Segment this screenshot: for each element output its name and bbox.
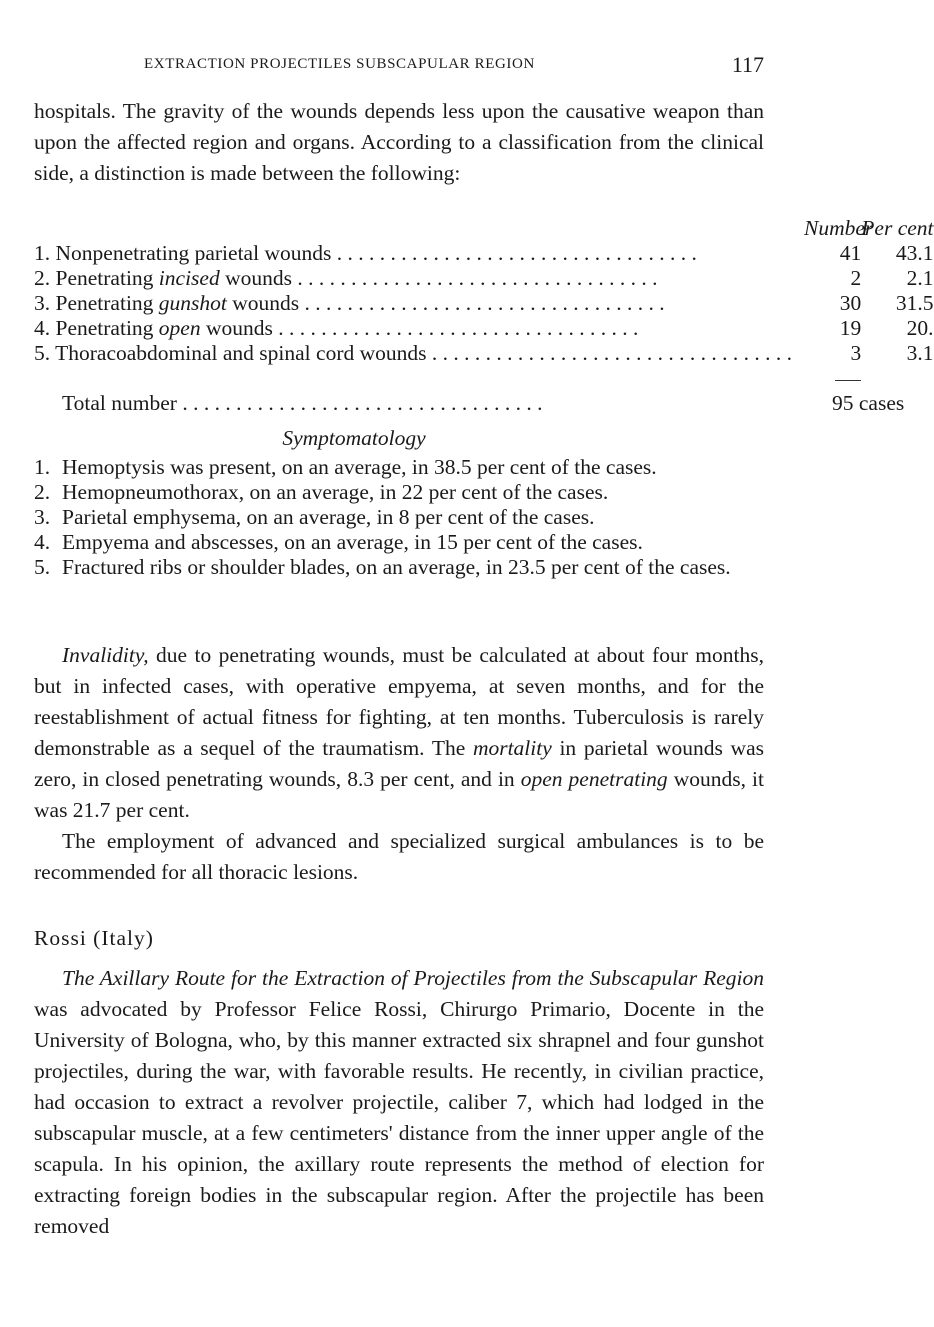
running-title: EXTRACTION PROJECTILES SUBSCAPULAR REGION xyxy=(144,56,535,72)
row-percent: 20. xyxy=(906,316,934,340)
symptom-list xyxy=(34,455,764,580)
row-percent: 43.1 xyxy=(895,241,934,265)
intro-paragraph: hospitals. The gravity of the wounds depends less upon the causative weapon than upon the affected region and organs. According to a classification from the clinical side, a distinction is made between the following: xyxy=(34,99,764,185)
table-row: 2. Penetrating incised wounds . . . 2 2.1 xyxy=(34,266,934,291)
list-item: 3. Parietal emphysema, on an average, in 8 per cent of the cases. xyxy=(34,505,595,529)
row-number: 3 xyxy=(850,341,862,365)
table-row: 5. Thoracoabdominal and spinal cord wounds . . . 3 3.1 xyxy=(34,341,934,366)
table-row: 1. Nonpenetrating parietal wounds . . . 41 43.1 xyxy=(34,241,934,266)
page-number: 117 xyxy=(731,52,764,77)
symptomatology-heading: Symptomatology xyxy=(282,426,426,450)
list-item: 2. Hemopneumothorax, on an average, in 22 per cent of the cases. xyxy=(34,480,609,504)
list-item: 1. Hemoptysis was present, on an average, in 38.5 per cent of the cases. xyxy=(34,455,657,479)
row-percent: 2.1 xyxy=(906,266,934,290)
total-row xyxy=(34,391,934,416)
table-row: 4. Penetrating open wounds . . . 19 20. xyxy=(34,316,934,341)
table-header-row xyxy=(34,216,934,241)
row-number: 2 xyxy=(850,266,862,290)
sum-rule xyxy=(835,380,861,381)
rossi-paragraph: The Axillary Route for the Extraction of Projectiles from the Subscapular Region was advocated by Professor Felice Rossi, Chirurgo Primario, Docente in the University of Bologna, who, by this manner extracted six shrapnel and four gunshot projectiles, during the war, with favorable results. He recently, in civilian practice, had occasion to extract a revolver projectile, caliber 7, which had lodged in the subscapular muscle, at a few centimeters' distance from the inner upper angle of the scapula. In his opinion, the axillary route represents the method of election for extracting foreign bodies in the subscapular region. After the projectile has been removed xyxy=(34,966,764,1238)
wound-classification-table xyxy=(34,216,934,416)
row-percent: 31.5 xyxy=(895,291,934,315)
invalidity-paragraph: Invalidity, due to penetrating wounds, must be calculated at about four months, but in infected cases, with operative empyema, at seven months, and for the reestablishment of actual fitness for fighting, at ten months. Tuberculosis is rarely demonstrable as a sequel of the traumatism. The mortality in parietal wounds was zero, in closed penetrating wounds, 8.3 per cent, and in open penetrating wounds, it was 21.7 per cent. xyxy=(34,643,764,822)
list-item: 4. Empyema and abscesses, on an average, in 15 per cent of the cases. xyxy=(34,530,643,554)
row-percent: 3.1 xyxy=(906,341,934,365)
running-head xyxy=(34,52,764,80)
rule-row xyxy=(34,366,934,391)
total-label: Total number xyxy=(62,391,177,415)
column-header-number: Number xyxy=(804,216,874,240)
row-number: 19 xyxy=(839,316,862,340)
row-number: 41 xyxy=(839,241,862,265)
total-value: 95 cases xyxy=(832,391,905,415)
table-row: 3. Penetrating gunshot wounds . . . 30 31.5 xyxy=(34,291,934,316)
column-header-percent: Per cent xyxy=(861,216,934,240)
invalidity-section xyxy=(34,640,764,888)
list-item: 5. Fractured ribs or shoulder blades, on an average, in 23.5 per cent of the cases. xyxy=(34,555,731,579)
row-number: 30 xyxy=(839,291,862,315)
rossi-heading: Rossi (Italy) xyxy=(34,926,154,950)
ambulance-paragraph: The employment of advanced and specialized surgical ambulances is to be recommended for all thoracic lesions. xyxy=(34,829,764,884)
